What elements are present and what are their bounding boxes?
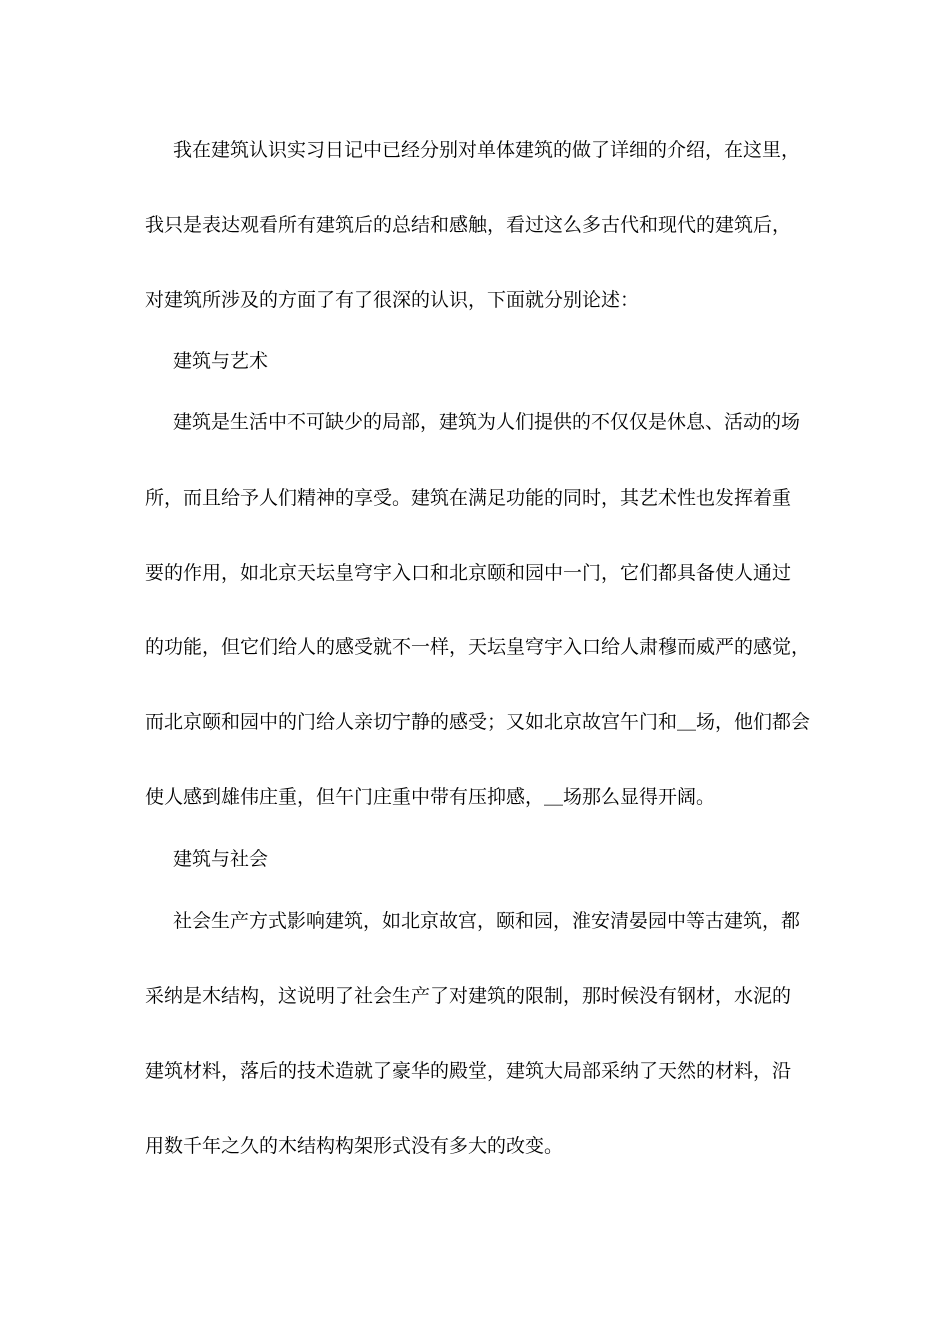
paragraph-1-line-2: 我只是表达观看所有建筑后的总结和感触，看过这么多古代和现代的建筑后， [145,214,792,236]
paragraph-2-line-5: 而北京颐和园中的门给人亲切宁静的感受；又如北京故宫午门和＿场，他们都会 [145,711,811,733]
paragraph-2-line-4: 的功能，但它们给人的感受就不一样，天坛皇穹宇入口给人肃穆而威严的感觉， [145,636,811,658]
paragraph-2-line-1: 建筑是生活中不可缺少的局部，建筑为人们提供的不仅仅是休息、活动的场 [173,411,801,433]
paragraph-2-line-2: 所，而且给予人们精神的享受。建筑在满足功能的同时，其艺术性也发挥着重 [145,487,792,509]
section-heading-art: 建筑与艺术 [173,350,269,372]
paragraph-3-line-2: 采纳是木结构，这说明了社会生产了对建筑的限制，那时候没有钢材，水泥的 [145,985,792,1007]
paragraph-3-line-3: 建筑材料，落后的技术造就了豪华的殿堂，建筑大局部采纳了天然的材料，沿 [145,1060,792,1082]
paragraph-1-line-3: 对建筑所涉及的方面了有了很深的认识，下面就分别论述： [145,289,640,311]
paragraph-1-line-1: 我在建筑认识实习日记中已经分别对单体建筑的做了详细的介绍，在这里， [173,139,801,161]
paragraph-3-line-1: 社会生产方式影响建筑，如北京故宫，颐和园，淮安清晏园中等古建筑，都 [173,910,801,932]
paragraph-2-line-6: 使人感到雄伟庄重，但午门庄重中带有压抑感，＿场那么显得开阔。 [145,786,716,808]
paragraph-3-line-4: 用数千年之久的木结构构架形式没有多大的改变。 [145,1135,564,1157]
section-heading-society: 建筑与社会 [173,848,269,870]
paragraph-2-line-3: 要的作用，如北京天坛皇穹宇入口和北京颐和园中一门，它们都具备使人通过 [145,562,792,584]
